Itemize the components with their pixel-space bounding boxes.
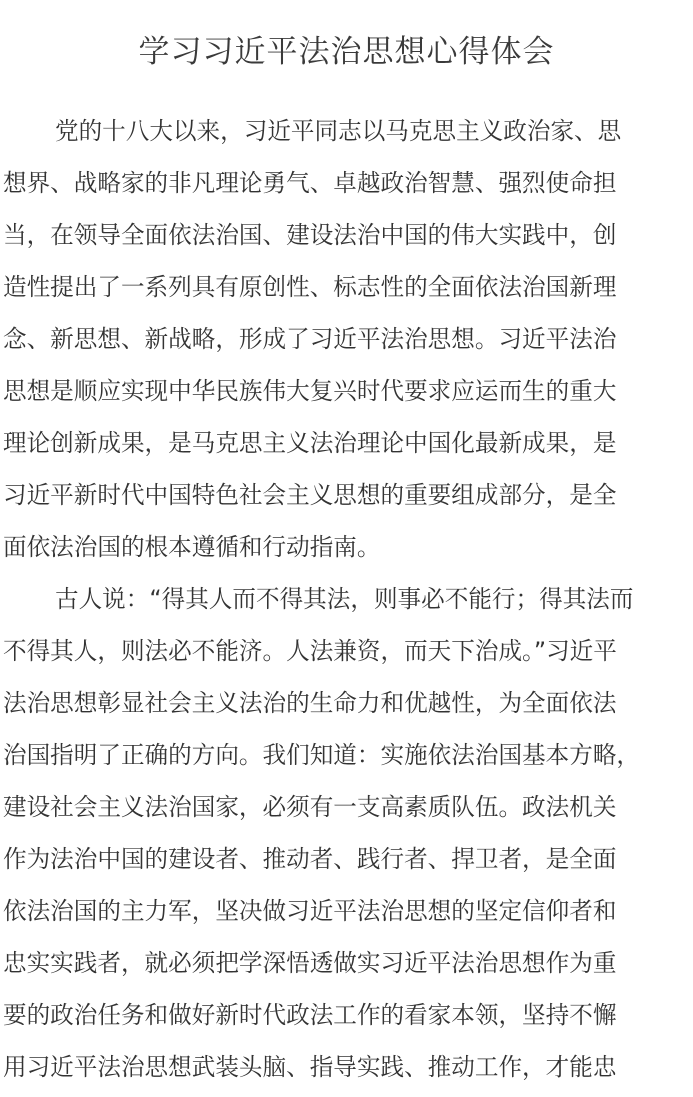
paragraph-1-line-8: 习近平新时代中国特色社会主义思想的重要组成部分，是全 (3, 481, 617, 509)
paragraph-2-line-1: 古人说：“得其人而不得其法，则事必不能行；得其法而 (55, 585, 634, 613)
paragraph-2-line-9: 要的政治任务和做好新时代政法工作的看家本领，坚持不懈 (3, 1001, 617, 1029)
paragraph-2-line-2: 不得其人，则法必不能济。人法兼资，而天下治成。”习近平 (3, 637, 617, 665)
paragraph-1-line-2: 想界、战略家的非凡理论勇气、卓越政治智慧、强烈使命担 (3, 169, 617, 197)
paragraph-2-line-8: 忠实实践者，就必须把学深悟透做实习近平法治思想作为重 (3, 949, 617, 977)
paragraph-1-line-4: 造性提出了一系列具有原创性、标志性的全面依法治国新理 (3, 273, 617, 301)
paragraph-2-line-7: 依法治国的主力军，坚决做习近平法治思想的坚定信仰者和 (3, 897, 617, 925)
paragraph-2-line-10: 用习近平法治思想武装头脑、指导实践、推动工作，才能忠 (3, 1053, 617, 1081)
paragraph-2-line-5: 建设社会主义法治国家，必须有一支高素质队伍。政法机关 (3, 793, 617, 821)
paragraph-1-line-3: 当，在领导全面依法治国、建设法治中国的伟大实践中，创 (3, 221, 617, 249)
paragraph-1-line-5: 念、新思想、新战略，形成了习近平法治思想。习近平法治 (3, 325, 617, 353)
paragraph-2 (3, 573, 693, 1093)
document-body (3, 105, 693, 1093)
paragraph-2-line-6: 作为法治中国的建设者、推动者、践行者、捍卫者，是全面 (3, 845, 617, 873)
paragraph-1-line-9: 面依法治国的根本遵循和行动指南。 (3, 533, 381, 561)
paragraph-1-line-6: 思想是顺应实现中华民族伟大复兴时代要求应运而生的重大 (3, 377, 617, 405)
paragraph-1 (3, 105, 693, 573)
document-title: 学习习近平法治思想心得体会 (138, 34, 555, 70)
paragraph-2-line-4: 治国指明了正确的方向。我们知道：实施依法治国基本方略， (3, 741, 641, 769)
paragraph-1-line-1: 党的十八大以来，习近平同志以马克思主义政治家、思 (55, 117, 622, 145)
paragraph-1-line-7: 理论创新成果，是马克思主义法治理论中国化最新成果，是 (3, 429, 617, 457)
paragraph-2-line-3: 法治思想彰显社会主义法治的生命力和优越性，为全面依法 (3, 689, 617, 717)
